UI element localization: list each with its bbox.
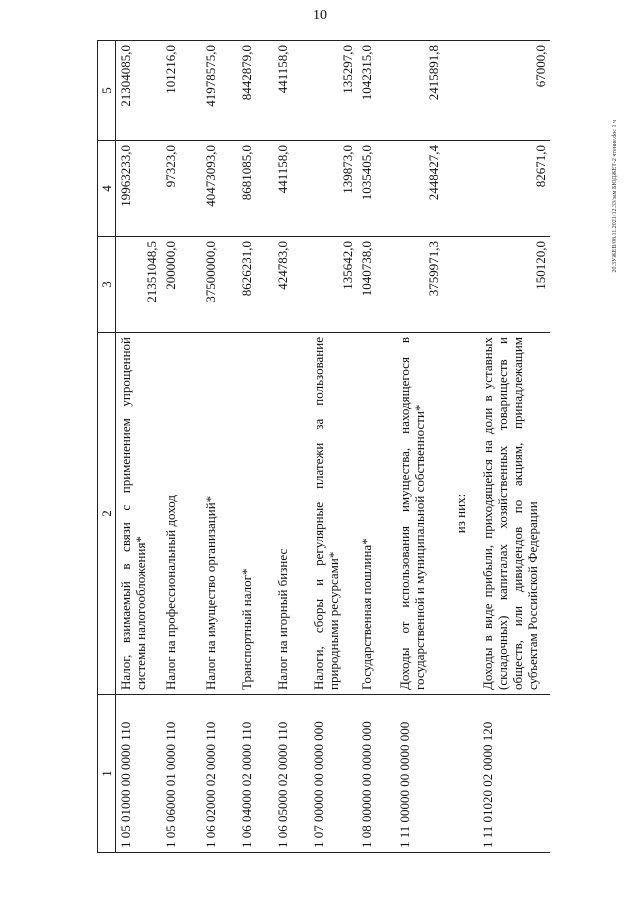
value-cell: 2448427,4 xyxy=(395,141,443,237)
budget-code-cell: 1 06 04000 02 0000 110 xyxy=(237,695,273,853)
value-cell: 67000,0 xyxy=(478,41,550,141)
table-header-row xyxy=(98,41,116,853)
revenue-name-cell: Налоги, сборы и регулярные платежи за пользование природными ресурсами* xyxy=(309,333,357,695)
budget-code-cell: 1 06 05000 02 0000 110 xyxy=(273,695,309,853)
value-cell: 135642,0 xyxy=(309,237,357,333)
value-cell: 150120,0 xyxy=(478,237,550,333)
table-row xyxy=(478,41,550,853)
column-header: 1 xyxy=(98,695,116,853)
table-row xyxy=(237,41,273,853)
value-cell: 424783,0 xyxy=(273,237,309,333)
value-cell: 1035405,0 xyxy=(357,141,395,237)
value-cell: 21351048,5 xyxy=(116,237,161,333)
budget-code-cell xyxy=(443,695,478,853)
column-header: 4 xyxy=(98,141,116,237)
value-cell: 1040738,0 xyxy=(357,237,395,333)
column-header: 5 xyxy=(98,41,116,141)
column-header: 3 xyxy=(98,237,116,333)
budget-code-cell: 1 05 01000 00 0000 110 xyxy=(116,695,161,853)
page-number: 10 xyxy=(313,8,327,23)
table-row xyxy=(161,41,201,853)
revenue-name-cell: Государственная пошлина* xyxy=(357,333,395,695)
table-row xyxy=(273,41,309,853)
value-cell: 19963233,0 xyxy=(116,141,161,237)
rotated-table-container xyxy=(97,41,557,853)
value-cell: 441158,0 xyxy=(273,41,309,141)
revenue-name-cell: Налог на имущество организаций* xyxy=(201,333,237,695)
table-row xyxy=(443,41,478,853)
value-cell: 139873,0 xyxy=(309,141,357,237)
value-cell: 200000,0 xyxy=(161,237,201,333)
table-row xyxy=(309,41,357,853)
value-cell: 8626231,0 xyxy=(237,237,273,333)
value-cell: 40473093,0 xyxy=(201,141,237,237)
table-row xyxy=(116,41,161,853)
value-cell: 101216,0 xyxy=(161,41,201,141)
value-cell xyxy=(443,141,478,237)
column-header: 2 xyxy=(98,333,116,695)
budget-code-cell: 1 08 00000 00 0000 000 xyxy=(357,695,395,853)
table-row xyxy=(357,41,395,853)
budget-code-cell: 1 07 00000 00 0000 000 xyxy=(309,695,357,853)
value-cell xyxy=(443,237,478,333)
budget-code-cell: 1 11 00000 00 0000 000 xyxy=(395,695,443,853)
revenue-name-cell: Транспортный налог* xyxy=(237,333,273,695)
table-row xyxy=(395,41,443,853)
value-cell: 3759971,3 xyxy=(395,237,443,333)
budget-code-cell: 1 11 01020 02 0000 120 xyxy=(478,695,550,853)
revenue-name-cell: Доходы от использования имущества, находящегося в государственной и муниципальной собственности* xyxy=(395,333,443,695)
value-cell: 135297,0 xyxy=(309,41,357,141)
revenue-name-cell: Доходы в виде прибыли, приходящейся на доли в уставных (складочных) капиталах хозяйственных товариществ и обществ, или дивидендов по акциям, принадлежащим субъектам Российской Федерации xyxy=(478,333,550,695)
revenue-name-cell: Налог на профессиональный доход xyxy=(161,333,201,695)
value-cell: 37500000,0 xyxy=(201,237,237,333)
value-cell: 41978575,0 xyxy=(201,41,237,141)
budget-code-cell: 1 06 02000 02 0000 110 xyxy=(201,695,237,853)
value-cell: 1042315,0 xyxy=(357,41,395,141)
value-cell: 21304085,0 xyxy=(116,41,161,141)
revenue-name-cell: Налог, взимаемый в связи с применением упрощенной системы налогообложения* xyxy=(116,333,161,695)
budget-table xyxy=(97,40,550,853)
value-cell: 8681085,0 xyxy=(237,141,273,237)
value-cell: 2415891,8 xyxy=(395,41,443,141)
value-cell: 441158,0 xyxy=(273,141,309,237)
document-footer-note: 20.3УЖЕВ/08.11.2021/12.33/зам БЮДЖЕТ-2 чтение.doc 1 ч xyxy=(612,120,618,273)
value-cell: 8442879,0 xyxy=(237,41,273,141)
revenue-name-cell: Налог на игорный бизнес xyxy=(273,333,309,695)
value-cell: 97323,0 xyxy=(161,141,201,237)
budget-code-cell: 1 05 06000 01 0000 110 xyxy=(161,695,201,853)
value-cell: 82671,0 xyxy=(478,141,550,237)
table-row xyxy=(201,41,237,853)
value-cell xyxy=(443,41,478,141)
revenue-subheading-cell: из них: xyxy=(443,333,478,695)
